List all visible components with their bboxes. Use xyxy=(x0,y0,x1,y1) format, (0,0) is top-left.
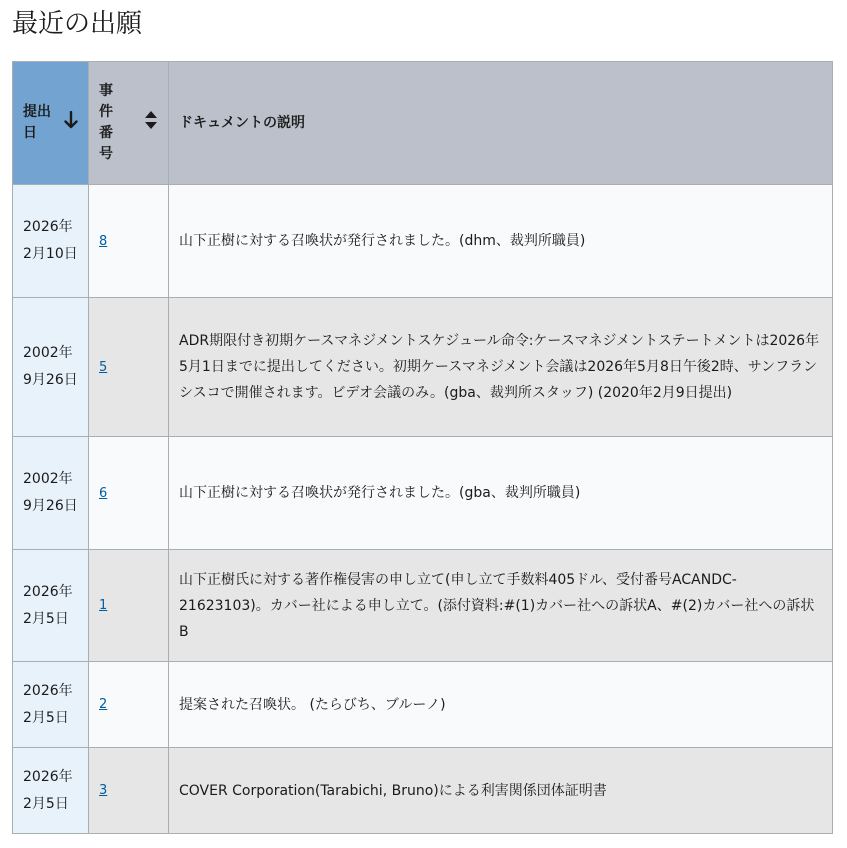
case-number-link[interactable]: 3 xyxy=(99,783,108,798)
case-number-cell xyxy=(89,298,169,437)
document-description: 提案された召喚状。 (たらびち、ブルーノ) xyxy=(169,662,833,748)
filing-date: 2026年2月5日 xyxy=(13,550,89,662)
filing-date: 2026年2月5日 xyxy=(13,748,89,834)
table-row xyxy=(13,298,833,437)
filing-date: 2026年2月5日 xyxy=(13,662,89,748)
filing-date: 2002年9月26日 xyxy=(13,298,89,437)
table-row xyxy=(13,550,833,662)
date-column-header[interactable] xyxy=(13,62,89,185)
document-description: 山下正樹に対する召喚状が発行されました。(gba、裁判所職員) xyxy=(169,437,833,550)
case-number-link[interactable]: 1 xyxy=(99,598,108,613)
document-description: COVER Corporation(Tarabichi, Bruno)による利害関係団体証明書 xyxy=(169,748,833,834)
recent-filings-table xyxy=(12,61,833,834)
case-number-cell xyxy=(89,748,169,834)
case-number-link[interactable]: 5 xyxy=(99,359,108,375)
case-number-link[interactable]: 6 xyxy=(99,485,108,501)
case-number-link[interactable]: 8 xyxy=(99,233,108,249)
description-column-label: ドキュメントの説明 xyxy=(179,114,305,131)
case-number-column-header[interactable] xyxy=(89,62,169,185)
description-column-header xyxy=(169,62,833,185)
case-number-cell xyxy=(89,662,169,748)
case-number-link[interactable]: 2 xyxy=(99,697,108,712)
filing-date: 2026年2月10日 xyxy=(13,185,89,298)
case-number-cell xyxy=(89,437,169,550)
table-row xyxy=(13,185,833,298)
table-row xyxy=(13,437,833,550)
filing-date: 2002年9月26日 xyxy=(13,437,89,550)
case-number-cell xyxy=(89,185,169,298)
table-row xyxy=(13,662,833,748)
document-description: 山下正樹氏に対する著作権侵害の申し立て(申し立て手数料405ドル、受付番号ACANDC-21623103)。カバー社による申し立て。(添付資料:#(1)カバー社への訴状A、#(2)カバー社への訴状B xyxy=(169,550,833,662)
sort-unsorted-icon[interactable] xyxy=(144,110,158,137)
table-header-row xyxy=(13,62,833,185)
document-description: ADR期限付き初期ケースマネジメントスケジュール命令:ケースマネジメントステートメントは2026年5月1日までに提出してください。初期ケースマネジメント会議は2026年5月8日午後2時、サンフランシスコで開催されます。ビデオ会議のみ。(gba、裁判所スタッフ) (2020年2月9日提出) xyxy=(169,298,833,437)
table-row xyxy=(13,748,833,834)
document-description: 山下正樹に対する召喚状が発行されました。(dhm、裁判所職員) xyxy=(169,185,833,298)
case-number-cell xyxy=(89,550,169,662)
case-number-column-label: 事件番号 xyxy=(99,83,113,162)
date-column-label: 提出日 xyxy=(23,104,51,141)
page-title: 最近の出願 xyxy=(12,9,143,39)
sort-descending-icon[interactable] xyxy=(64,111,78,136)
